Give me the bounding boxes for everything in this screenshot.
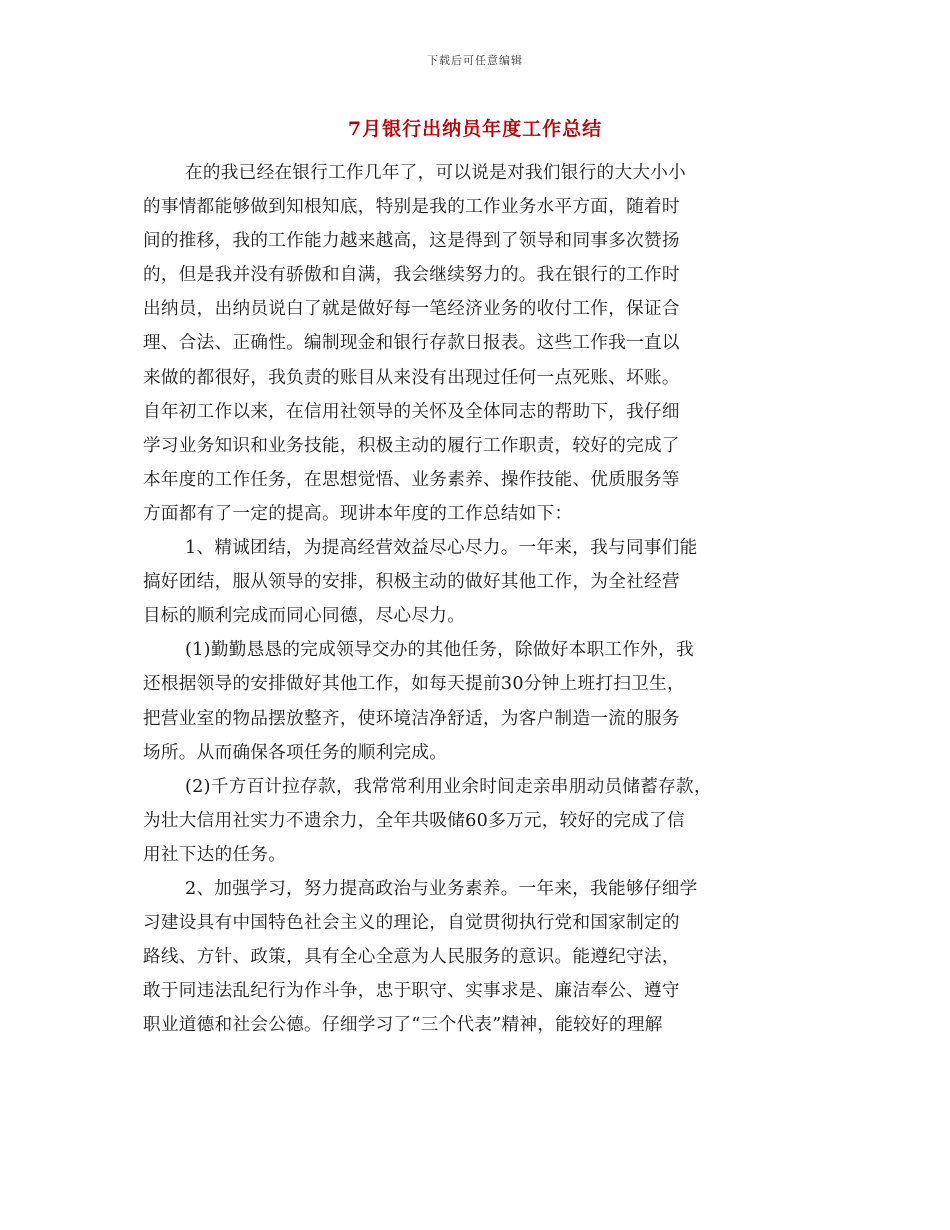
paragraph-line: 本年度的工作任务，在思想觉悟、业务素养、操作技能、优质服务等 <box>143 469 680 490</box>
paragraph-line: 在的我已经在银行工作几年了，可以说是对我们银行的大大小小 <box>185 163 687 183</box>
paragraph-line: 来做的都很好，我负责的账目从来没有出现过任何一点死账、坏账。 <box>143 367 680 388</box>
document-title: 7月银行出纳员年度工作总结 <box>347 118 603 140</box>
paragraph-line: 场所。从而确保各项任务的顺利完成。 <box>143 742 448 763</box>
paragraph-line: 路线、方针、政策，具有全心全意为人民服务的意识。能遵纪守法， <box>143 947 680 968</box>
paragraph-line: 学习业务知识和业务技能，积极主动的履行工作职责，较好的完成了 <box>143 435 680 456</box>
paragraph-line: 目标的顺利完成而同心同德，尽心尽力。 <box>143 606 466 627</box>
paragraph-line: 的事情都能够做到知根知底，特别是我的工作业务水平方面，随着时 <box>143 197 680 218</box>
paragraph-line: 出纳员，出纳员说白了就是做好每一笔经济业务的收付工作，保证合 <box>143 299 680 320</box>
paragraph-line: 习建设具有中国特色社会主义的理论，自觉贯彻执行党和国家制定的 <box>143 913 680 934</box>
paragraph-line: 敢于同违法乱纪行为作斗争，忠于职守、实事求是、廉洁奉公、遵守 <box>143 981 680 1002</box>
paragraph-line: 为壮大信用社实力不遗余力，全年共吸储60多万元，较好的完成了信 <box>143 810 685 831</box>
paragraph-line: (2)千方百计拉存款，我常常利用业余时间走亲串朋动员储蓄存款， <box>185 776 712 797</box>
paragraph-line: 1、精诚团结，为提高经营效益尽心尽力。一年来，我与同事们能 <box>185 538 698 559</box>
paragraph-line: 2、加强学习，努力提高政治与业务素养。一年来，我能够仔细学 <box>185 878 698 899</box>
paragraph-line: 自年初工作以来，在信用社领导的关怀及全体同志的帮助下，我仔细 <box>143 401 680 422</box>
paragraph-line: 理、合法、正确性。编制现金和银行存款日报表。这些工作我一直以 <box>143 333 680 354</box>
paragraph-line: 方面都有了一定的提高。现讲本年度的工作总结如下： <box>143 503 573 524</box>
paragraph-line: 搞好团结，服从领导的安排，积极主动的做好其他工作，为全社经营 <box>143 572 680 593</box>
paragraph-line: 还根据领导的安排做好其他工作，如每天提前30分钟上班打扫卫生， <box>143 674 685 695</box>
document-body <box>143 156 823 1042</box>
paragraph-line: 间的推移，我的工作能力越来越高，这是得到了领导和同事多次赞扬 <box>143 231 680 252</box>
paragraph-line: 把营业室的物品摆放整齐，使环境洁净舒适，为客户制造一流的服务 <box>143 708 680 729</box>
paragraph-line: 的，但是我并没有骄傲和自满，我会继续努力的。我在银行的工作时 <box>143 265 680 286</box>
paragraph-line: (1)勤勤恳恳的完成领导交办的其他任务，除做好本职工作外，我 <box>185 640 694 661</box>
paragraph-line: 职业道德和社会公德。仔细学习了“三个代表”精神，能较好的理解 <box>143 1015 663 1036</box>
page-header-note: 下载后可任意编辑 <box>427 54 523 67</box>
paragraph-line: 用社下达的任务。 <box>143 844 287 865</box>
